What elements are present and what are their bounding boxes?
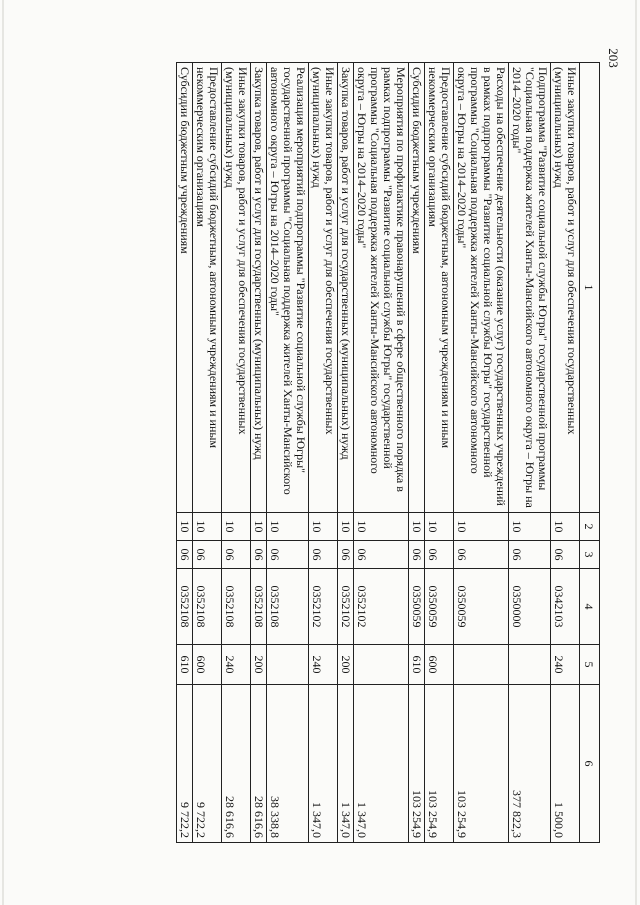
cell-description: Мероприятия по профилактике правонарушений в сфере общественного порядка в рамках подпрограммы "Развитие социальной службы Югры" государственной программы "Социальная поддержка жителей Ханты-Мансийского автономного округа – Югры на 2014–2020 годы" [354,63,409,513]
cell-amount: 9 722,2 [193,685,222,843]
cell-target-article: 0350059 [425,569,454,645]
cell-amount: 103 254,9 [454,685,509,843]
table-row [509,63,551,843]
cell-section: 10 [267,513,309,541]
cell-section: 10 [454,513,509,541]
cell-expense-type: 200 [338,645,354,685]
cell-description: Иные закупки товаров, работ и услуг для обеспечения государственных (муниципальных) нужд [222,63,251,513]
cell-subsection: 06 [354,541,409,569]
cell-amount: 1 500,0 [551,685,580,843]
cell-target-article: 0352102 [354,569,409,645]
cell-target-article: 0342103 [551,569,580,645]
table-row [177,63,193,843]
cell-section: 10 [193,513,222,541]
cell-description: Субсидии бюджетным учреждениям [409,63,425,513]
cell-expense-type: 610 [409,645,425,685]
cell-subsection: 06 [193,541,222,569]
table-row [354,63,409,843]
cell-expense-type: 240 [309,645,338,685]
table-header-row [580,63,600,843]
cell-expense-type [267,645,309,685]
table-row [338,63,354,843]
cell-amount: 38 338,8 [267,685,309,843]
cell-description: Реализация мероприятий подпрограммы "Развитие социальной службы Югры" государственной программы "Социальная поддержка жителей Ханты-Мансийского автономного округа – Югры на 2014–2020 годы" [267,63,309,513]
scan-edge-right [635,0,637,905]
cell-subsection: 06 [454,541,509,569]
cell-amount: 1 347,0 [354,685,409,843]
cell-section: 10 [177,513,193,541]
header-col-2: 2 [580,513,600,541]
cell-amount: 1 347,0 [338,685,354,843]
cell-amount: 28 616,6 [222,685,251,843]
cell-expense-type: 200 [251,645,267,685]
header-col-1: 1 [580,63,600,513]
cell-target-article: 0352108 [193,569,222,645]
cell-section: 10 [354,513,409,541]
cell-amount: 9 722,2 [177,685,193,843]
cell-target-article: 0352102 [338,569,354,645]
table-row [425,63,454,843]
cell-description: Закупка товаров, работ и услуг для государственных (муниципальных) нужд [251,63,267,513]
cell-expense-type [509,645,551,685]
cell-target-article: 0352108 [251,569,267,645]
cell-section: 10 [222,513,251,541]
cell-amount: 103 254,9 [425,685,454,843]
cell-section: 10 [509,513,551,541]
table-row [193,63,222,843]
table-body [177,63,580,843]
cell-subsection: 06 [551,541,580,569]
cell-section: 10 [551,513,580,541]
cell-target-article: 0350000 [509,569,551,645]
cell-subsection: 06 [409,541,425,569]
table-row [267,63,309,843]
cell-section: 10 [409,513,425,541]
cell-amount: 1 347,0 [309,685,338,843]
cell-description: Предоставление субсидий бюджетным, автономным учреждениям и иным некоммерческим организациям [193,63,222,513]
cell-expense-type [454,645,509,685]
cell-subsection: 06 [251,541,267,569]
cell-section: 10 [425,513,454,541]
table-row [251,63,267,843]
cell-target-article: 0352108 [267,569,309,645]
cell-description: Иные закупки товаров, работ и услуг для обеспечения государственных (муниципальных) нужд [551,63,580,513]
cell-amount: 28 616,6 [251,685,267,843]
budget-table [176,62,600,843]
cell-subsection: 06 [177,541,193,569]
page-number: 203 [605,48,621,68]
header-col-5: 5 [580,645,600,685]
header-col-6: 6 [580,685,600,843]
cell-amount: 377 822,3 [509,685,551,843]
cell-expense-type: 240 [551,645,580,685]
cell-description: Расходы на обеспечение деятельности (оказание услуг) государственных учреждений в рамках подпрограммы "Развитие социальной службы Югры" государственной программы "Социальная поддержка жителей Ханты-Мансийского автономного округа – Югры на 2014–2020 годы" [454,63,509,513]
cell-subsection: 06 [267,541,309,569]
cell-subsection: 06 [222,541,251,569]
cell-subsection: 06 [309,541,338,569]
cell-section: 10 [338,513,354,541]
cell-section: 10 [309,513,338,541]
budget-table-container [80,62,600,842]
header-col-4: 4 [580,569,600,645]
cell-target-article: 0352102 [309,569,338,645]
header-col-3: 3 [580,541,600,569]
cell-description: Предоставление субсидий бюджетным, автономным учреждениям и иным некоммерческим организациям [425,63,454,513]
cell-expense-type: 240 [222,645,251,685]
cell-target-article: 0352108 [177,569,193,645]
cell-amount: 103 254,9 [409,685,425,843]
cell-description: Закупка товаров, работ и услуг для государственных (муниципальных) нужд [338,63,354,513]
cell-description: Субсидии бюджетным учреждениям [177,63,193,513]
cell-expense-type: 600 [193,645,222,685]
cell-subsection: 06 [509,541,551,569]
cell-description: Иные закупки товаров, работ и услуг для обеспечения государственных (муниципальных) нужд [309,63,338,513]
cell-section: 10 [251,513,267,541]
scan-edge-left [2,0,4,905]
cell-subsection: 06 [425,541,454,569]
cell-expense-type: 610 [177,645,193,685]
table-row [454,63,509,843]
cell-target-article: 0350059 [409,569,425,645]
table-row [309,63,338,843]
table-row [551,63,580,843]
cell-description: Подпрограмма "Развитие социальной службы Югры" государственной программы "Социальная поддержка жителей Ханты-Мансийского автономного округа – Югры на 2014–2020 годы" [509,63,551,513]
table-row [222,63,251,843]
cell-target-article: 0352108 [222,569,251,645]
cell-expense-type [354,645,409,685]
table-row [409,63,425,843]
cell-subsection: 06 [338,541,354,569]
cell-target-article: 0350059 [454,569,509,645]
cell-expense-type: 600 [425,645,454,685]
